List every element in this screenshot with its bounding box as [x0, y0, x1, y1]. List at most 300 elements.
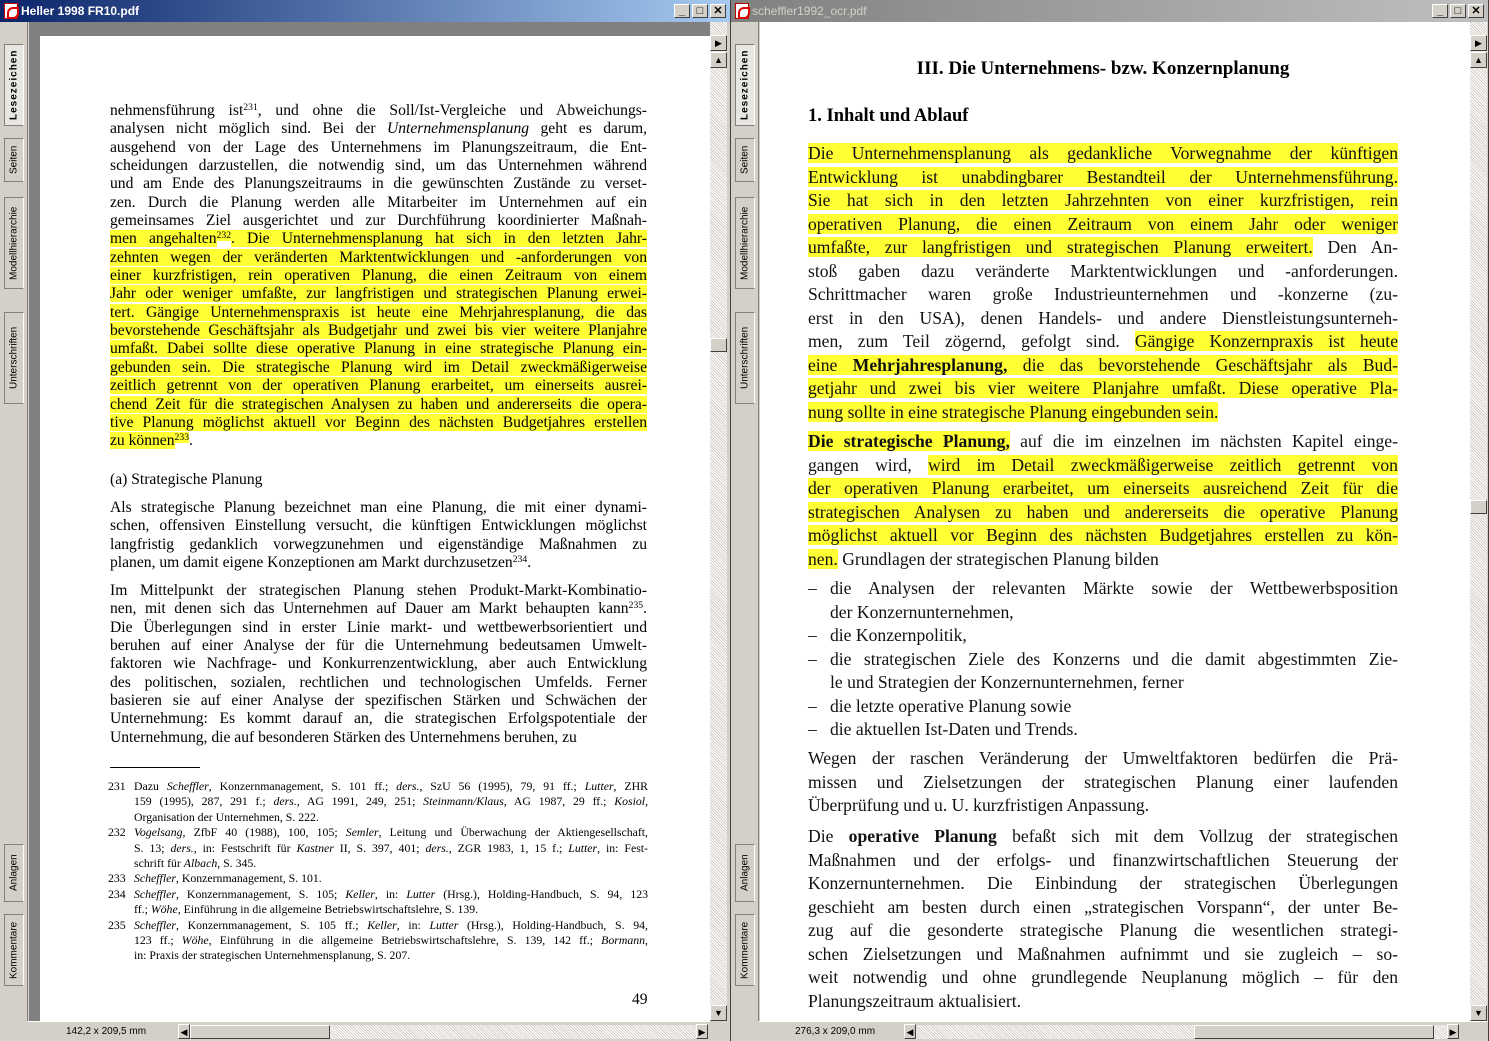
- highlighted-text: men angehalten: [110, 230, 217, 248]
- document-view[interactable]: [29, 22, 710, 1021]
- text-run: , ZfbF 40 (1988), 100, 105;: [182, 825, 346, 840]
- paragraph: [110, 499, 647, 572]
- text-line: [110, 692, 647, 710]
- text-run: Unternehmensplanung: [387, 120, 530, 138]
- text-line: [808, 401, 1398, 425]
- text-run: nen, mit denen sich das Unternehmen auf Dauer am Markt behaupten kann: [110, 600, 629, 618]
- text-line: [110, 249, 647, 267]
- text-line: [808, 477, 1398, 501]
- text-run: , Konzernmanagement, S. 101.: [175, 871, 322, 886]
- text-run: ders.: [273, 794, 297, 809]
- text-run: scheidungen darzustellen, die notwendig sind, um das Unternehmen während: [110, 157, 647, 175]
- minimize-icon: _: [1436, 5, 1444, 17]
- highlighted-text: wird im Detail zweckmäßigerweise zeitlich getrennt von: [928, 454, 1398, 475]
- text-line: [808, 142, 1398, 166]
- text-line: [808, 524, 1398, 548]
- text-run: Scheffler: [166, 779, 209, 793]
- text-run: Bormann: [601, 933, 646, 948]
- highlighted-text: möglichst aktuell vor Beginn des nächsten Budgetjahres erstellen zu kön-: [808, 525, 1398, 546]
- text-line: le und Strategien der Konzernunternehmen, ferner: [830, 672, 1184, 693]
- highlighted-text: umfaßte, zur langfristigen und strategischen Planung erweitert.: [808, 237, 1313, 258]
- paragraph: [808, 430, 1398, 571]
- text-line: [110, 619, 647, 637]
- text-run: stoß gaben dazu veränderte Marktentwicklungen und -anforderungen.: [808, 260, 1398, 281]
- highlighted-text: tive Planung möglichst aktuell vor Beginn des nächsten Budgetjahres erstellen: [110, 413, 647, 431]
- text-line: [134, 887, 648, 902]
- highlighted-text: Jahr oder weniger umfaßte, zur langfristigen und strategischen Planung erwei-: [110, 285, 647, 303]
- text-run: planen, um damit eigene Konzeptionen am Markt durchzusetzen: [110, 554, 513, 572]
- text-run: Wegen der raschen Veränderung der Umweltfaktoren bedürfen die Prä-: [808, 748, 1398, 768]
- text-run: Keller: [345, 886, 375, 901]
- footnote-number: 233: [108, 871, 126, 886]
- text-run: 123 ff.;: [134, 933, 182, 948]
- text-run: basieren sie auf einer Analyse der spezifischen Stärken und Schwächen der: [110, 692, 647, 710]
- text-run: , in:: [374, 886, 407, 901]
- title-bar[interactable]: [731, 0, 1488, 22]
- text-run: Als strategische Planung bezeichnet man eine Planung, die mit einer dynami-: [110, 499, 647, 516]
- text-run: gangen wird,: [808, 454, 929, 475]
- scroll-right-button[interactable]: ▶: [696, 1024, 708, 1039]
- text-line: [110, 230, 647, 248]
- text-line: [808, 166, 1398, 190]
- list-item: [808, 718, 1398, 742]
- text-line: [808, 330, 1398, 354]
- text-run: , AG 1991, 249, 251;: [296, 794, 424, 809]
- text-line: [808, 849, 1398, 873]
- highlighted-text: Gängige Konzernpraxis ist heute: [1134, 331, 1399, 352]
- text-line: [110, 102, 647, 120]
- text-line: [110, 729, 647, 747]
- text-run: faktoren wie Nachfrage- und Konkurrenzentwicklung, aber auch Entwicklung: [110, 655, 647, 673]
- text-line: [134, 918, 648, 933]
- page-size: 142,2 x 209,5 mm: [66, 1026, 147, 1037]
- highlighted-text: chend Zeit für die strategischen Analysen zu haben und andererseits die opera-: [110, 395, 647, 413]
- text-run: Planungszeitraum aktualisiert.: [808, 990, 1022, 1011]
- paragraph: [808, 825, 1398, 1013]
- scroll-thumb[interactable]: [1470, 500, 1487, 514]
- text-line: [808, 189, 1398, 213]
- text-run: zug auf die gesonderte strategische Planung die wesentlichen strategi-: [808, 920, 1398, 941]
- text-line: [808, 377, 1398, 401]
- text-run: 159 (1995), 287, 291 f.;: [134, 794, 274, 809]
- text-run: 231: [243, 102, 258, 113]
- section-title: 1. Inhalt und Ablauf: [808, 106, 969, 126]
- text-run: Albach: [183, 856, 218, 871]
- footnote: [108, 825, 648, 871]
- text-run: , SzU 56 (1995), 79, 91 ff.;: [419, 779, 585, 793]
- text-line: [110, 471, 647, 489]
- highlighted-text: bevorstehende Geschäftsjahr als Budgetjahr und zwei bis vier weitere Planjahre: [110, 322, 647, 340]
- text-line: [110, 212, 647, 230]
- text-run: ,: [645, 794, 649, 809]
- document-view[interactable]: [760, 22, 1470, 1021]
- text-line: [134, 871, 648, 886]
- tab-lesezeichen[interactable]: Lesezeichen: [4, 44, 24, 126]
- text-line: [134, 933, 648, 948]
- highlighted-text: zu können: [110, 432, 175, 450]
- highlighted-text: die das bevorstehende Geschäftsjahr als Bud-: [1007, 354, 1399, 375]
- status-bar: [759, 1021, 1488, 1041]
- text-run: auf die im einzelnen im nächsten Kapitel einge-: [1009, 431, 1398, 451]
- text-run: , ZHR: [613, 779, 649, 793]
- vertical-scrollbar[interactable]: [710, 22, 727, 1021]
- footnote-number: 234: [108, 886, 126, 901]
- status-bar: [28, 1021, 710, 1041]
- highlighted-text: Mehrjahresplanung,: [852, 354, 1008, 375]
- text-run: Vogelsang: [134, 825, 183, 840]
- text-run: zen. Durch die Planung werden alle Mitarbeiter im Unternehmen auf ein: [110, 193, 647, 211]
- text-run: geschieht am besten durch einen „strategischen Vorspann“, der unter Be-: [808, 896, 1398, 917]
- close-icon: ✕: [713, 5, 723, 17]
- text-line: die letzte operative Planung sowie: [830, 695, 1072, 716]
- paragraph: [808, 747, 1398, 818]
- text-run: Unternehmung, die auf besonderen Stärken des Unternehmens beruhen, zu: [110, 728, 577, 746]
- text-line: [808, 825, 1398, 849]
- text-line: der Konzernunternehmen,: [830, 601, 1014, 622]
- highlighted-text: der operativen Planung erarbeitet, um einerseits ausreichend Zeit für die: [808, 478, 1398, 499]
- text-run: Semler: [345, 825, 379, 840]
- highlighted-text: 233: [174, 432, 190, 444]
- text-run: Lutter: [568, 840, 598, 855]
- text-run: S. 13;: [134, 840, 171, 855]
- text-run: schrift für: [134, 856, 184, 871]
- text-line: [110, 414, 647, 432]
- horizontal-scrollbar[interactable]: [178, 1025, 708, 1039]
- pdf-window-right: [731, 0, 1489, 1041]
- vertical-scrollbar[interactable]: [1470, 22, 1487, 1021]
- text-line: [110, 175, 647, 193]
- bullet-list: [808, 577, 1398, 742]
- text-line: [134, 810, 648, 825]
- text-line: die Analysen der relevanten Märkte sowie der Wettbewerbsposition: [830, 578, 1398, 598]
- text-line: [110, 637, 647, 655]
- page-size: 276,3 x 209,0 mm: [795, 1026, 876, 1037]
- maximize-button[interactable]: [692, 4, 708, 18]
- list-item: [808, 648, 1398, 695]
- pdf-page: [40, 36, 710, 1021]
- text-line: die strategischen Ziele des Konzerns und die damit abgestimmten Zie-: [830, 648, 1398, 669]
- next-page-button[interactable]: ▶: [1470, 35, 1487, 51]
- text-line: [808, 548, 1398, 572]
- text-line: [110, 359, 647, 377]
- text-run: Lutter: [406, 886, 436, 901]
- text-run: ff.;: [134, 902, 151, 917]
- text-run: und am Ende des Planungszeitraums in die gewünschten Zustände zu verset-: [110, 175, 647, 193]
- text-line: [110, 655, 647, 673]
- highlighted-text: Sie hat sich in den letzten Jahrzehnten von einer kurzfristigen, rein: [808, 190, 1398, 211]
- text-run: , und ohne die Soll/Ist-Vergleiche und Abweichungs-: [257, 102, 647, 119]
- text-line: [134, 856, 648, 871]
- text-line: die aktuellen Ist-Daten und Trends.: [830, 719, 1078, 740]
- footnote: [108, 887, 648, 918]
- text-line: [134, 948, 648, 963]
- tab-anlagen[interactable]: Anlagen: [4, 844, 24, 902]
- highlighted-text: gebunden sein. Die strategische Planung wird im Detail zweckmäßigerweise: [110, 358, 647, 376]
- title-bar[interactable]: [0, 0, 730, 22]
- text-run: schen Zielsetzungen und Maßnahmen aufnimmt und sie zugleich – so-: [808, 943, 1398, 964]
- text-line: [110, 674, 647, 692]
- text-run: , S. 345.: [217, 856, 257, 871]
- text-run: operative Planung: [848, 826, 997, 846]
- text-line: [110, 499, 647, 517]
- text-run: (Hrsg.), Holding-Handbuch, S. 94,: [458, 917, 648, 932]
- highlighted-text: einer kurzfristigen, rein operativen Planung, die einen Zeitraum von einem: [110, 267, 647, 285]
- list-marker: –: [808, 648, 817, 669]
- text-line: [808, 943, 1398, 967]
- chapter-title: III. Die Unternehmens- bzw. Konzernplanung: [916, 58, 1290, 79]
- text-run: Überprüfung und u. U. kurzfristigen Anpassung.: [808, 795, 1150, 816]
- highlighted-text: getjahr und zwei bis vier weitere Planjahre umfaßt. Diese operative Pla-: [808, 378, 1398, 399]
- pdf-file-icon: [735, 3, 749, 19]
- text-run: , Konzernmanagement, S. 101 ff.;: [208, 779, 397, 793]
- text-line: [110, 710, 647, 728]
- paragraph: [808, 142, 1398, 425]
- text-line: [110, 432, 647, 450]
- text-line: [110, 194, 647, 212]
- text-line: [110, 322, 647, 340]
- highlighted-text: nen.: [808, 548, 838, 569]
- scroll-right-button[interactable]: ▶: [1447, 1024, 1459, 1039]
- text-run: in: Praxis der strategischen Unternehmensplanung, S. 207.: [134, 948, 411, 963]
- text-run: Organisation der Unternehmen, S. 222.: [134, 809, 319, 824]
- text-run: .: [643, 600, 647, 618]
- maximize-icon: □: [696, 5, 704, 17]
- text-run: schen, offensiven Einstellung versucht, die künftigen Entwicklungen möglichst: [110, 517, 647, 535]
- text-line: [808, 213, 1398, 237]
- text-line: [110, 267, 647, 285]
- text-run: , AG 1987, 29 ff.;: [503, 794, 615, 809]
- page-number: 49: [632, 991, 648, 1008]
- navigation-tabs: [0, 22, 28, 1021]
- text-run: , in: Festschrift für: [193, 840, 297, 855]
- h-scroll-thumb[interactable]: [1194, 1025, 1434, 1039]
- list-item: [808, 577, 1398, 624]
- tab-modellhierarchie[interactable]: Modellhierarchie: [4, 197, 24, 289]
- text-run: , Einführung in die allgemeine Betriebswirtschaftslehre, S. 139, 142 ff.;: [208, 933, 602, 948]
- text-line: [110, 139, 647, 157]
- minimize-icon: _: [678, 5, 686, 17]
- text-run: 235: [628, 600, 644, 612]
- scroll-down-button[interactable]: ▼: [1470, 1005, 1487, 1021]
- text-run: Die Überlegungen sind in erster Linie markt- und wettbewerbsorientiert und: [110, 618, 647, 636]
- text-line: [110, 157, 647, 175]
- tab-kommentare[interactable]: Kommentare: [735, 914, 755, 986]
- close-icon: ✕: [1471, 5, 1481, 17]
- text-run: ders.: [425, 840, 449, 855]
- paragraph: [110, 102, 647, 451]
- text-run: Konzernunternehmen. Die Einbindung der strategischen Überlegungen: [808, 873, 1398, 894]
- text-run: beruhen auf einer Analyse der für die Unternehmung bedeutsamen Umwelt-: [110, 637, 647, 655]
- highlighted-text: zehnten wegen der veränderten Marktentwicklungen und -anforderungen von: [110, 248, 647, 266]
- text-line: [808, 990, 1398, 1014]
- text-line: [110, 536, 647, 554]
- list-item: [808, 695, 1398, 719]
- tab-lesezeichen[interactable]: Lesezeichen: [735, 44, 755, 126]
- text-run: ausgehend von der Lage des Unternehmens im Planungszeitraum, die Ent-: [110, 138, 647, 156]
- text-run: Wöhe: [150, 902, 178, 917]
- text-run: Wöhe: [181, 933, 209, 948]
- text-run: gemeinsames Ziel ausgerichtet und zur Durchführung koordinierter Maßnah-: [110, 212, 647, 230]
- text-line: [110, 600, 647, 618]
- highlighted-text: operativen Planung, die einen Zeitraum von einem Jahr oder weniger: [808, 213, 1398, 234]
- pdf-file-icon: [4, 3, 18, 19]
- text-line: [808, 747, 1398, 771]
- text-run: ders.: [396, 779, 420, 793]
- text-run: weit notwendig und ohne grundlegende Neuplanung möglich – für den: [808, 967, 1398, 988]
- text-run: Grundlagen der strategischen Planung bilden: [837, 548, 1159, 569]
- text-line: [808, 771, 1398, 795]
- text-run: Unternehmung: Es kommt darauf an, die strategischen Erfolgspotentiale der: [110, 710, 647, 728]
- text-line: [808, 236, 1398, 260]
- text-line: [110, 120, 647, 138]
- text-run: (a) Strategische Planung: [110, 471, 263, 488]
- text-run: Kastner: [296, 840, 334, 855]
- text-run: Den An-: [1312, 237, 1398, 258]
- text-run: Steinmann/Klaus: [423, 794, 504, 809]
- text-line: [110, 285, 647, 303]
- text-line: [110, 396, 647, 414]
- text-line: [134, 902, 648, 917]
- text-run: Scheffler: [134, 871, 176, 886]
- highlighted-text: zeitlich getrennt von der operativen Planung erarbeitet, um einerseits ausrei-: [110, 377, 647, 395]
- text-line: [808, 872, 1398, 896]
- text-run: Scheffler: [134, 917, 176, 932]
- scroll-left-button[interactable]: ◀: [904, 1024, 916, 1039]
- scroll-down-button[interactable]: ▼: [710, 1005, 727, 1021]
- horizontal-scrollbar[interactable]: [904, 1025, 1459, 1039]
- tab-seiten[interactable]: Seiten: [735, 138, 755, 182]
- navigation-tabs: [731, 22, 759, 1021]
- list-marker: –: [808, 719, 817, 740]
- tab-modellhierarchie[interactable]: Modellhierarchie: [735, 197, 755, 289]
- text-line: [110, 304, 647, 322]
- text-line: [134, 779, 648, 794]
- text-run: 234: [512, 554, 528, 566]
- text-run: Schrittmacher waren große Industrieunternehmen und -konzerne (zu-: [808, 284, 1398, 305]
- maximize-icon: □: [1454, 5, 1462, 17]
- text-run: erst in den USA), denen Handels- und andere Dienstleistungsunterneh-: [808, 307, 1398, 328]
- text-run: Lutter: [584, 779, 614, 793]
- pdf-window-left: [0, 0, 731, 1041]
- text-run: Dazu: [134, 779, 167, 793]
- list-item: [808, 624, 1398, 648]
- text-run: , Konzernmanagement, S. 105;: [175, 886, 346, 901]
- footnote-number: 231: [108, 779, 126, 793]
- scroll-up-button[interactable]: ▲: [1470, 52, 1487, 68]
- text-run: analysen nicht möglich sind. Bei der: [110, 120, 387, 138]
- text-run: ,: [645, 933, 648, 948]
- list-marker: –: [808, 695, 817, 716]
- text-run: (Hrsg.), Holding-Handbuch, S. 94, 123: [435, 886, 649, 901]
- text-run: missen und Zielsetzungen der strategischen Planung einer laufenden: [808, 771, 1398, 792]
- text-line: [110, 517, 647, 535]
- tab-anlagen[interactable]: Anlagen: [735, 844, 755, 902]
- text-line: [110, 377, 647, 395]
- text-line: [134, 841, 648, 856]
- list-marker: –: [808, 625, 817, 646]
- tab-kommentare[interactable]: Kommentare: [4, 914, 24, 986]
- tab-unterschriften[interactable]: Unterschriften: [4, 312, 24, 404]
- text-line: die Konzernpolitik,: [830, 625, 967, 646]
- list-marker: –: [808, 578, 817, 598]
- text-run: Die: [808, 826, 849, 846]
- h-scroll-thumb[interactable]: [190, 1025, 330, 1039]
- highlighted-text: strategischen Analysen zu haben und andererseits die operative Planung: [808, 501, 1398, 522]
- text-line: [808, 307, 1398, 331]
- highlighted-text: Die strategische Planung,: [808, 431, 1010, 451]
- highlighted-text: nung sollte in eine strategische Planung eingebunden sein.: [808, 402, 1219, 423]
- text-line: [808, 501, 1398, 525]
- text-line: [808, 354, 1398, 378]
- text-run: befaßt sich mit dem Vollzug der strategischen: [996, 826, 1398, 846]
- scroll-left-button[interactable]: ◀: [178, 1024, 190, 1039]
- highlighted-text: tert. Gängige Unternehmenspraxis ist heute eine Mehrjahresplanung, die das: [110, 303, 647, 321]
- close-button[interactable]: [1468, 4, 1484, 18]
- text-line: [808, 454, 1398, 478]
- text-run: , Konzernmanagement, S. 105 ff.;: [175, 917, 368, 932]
- text-line: [110, 554, 647, 572]
- text-run: Im Mittelpunkt der strategischen Planung stehen Produkt-Markt-Kombinatio-: [110, 582, 647, 599]
- footnote: [108, 871, 648, 886]
- text-run: .: [527, 554, 532, 572]
- maximize-button[interactable]: [1450, 4, 1466, 18]
- scroll-thumb[interactable]: [710, 338, 727, 352]
- window-title: Heller 1998 FR10.pdf: [21, 4, 140, 18]
- text-run: Kosiol: [614, 794, 646, 809]
- minimize-button[interactable]: [674, 4, 690, 18]
- text-run: , Einführung in die allgemeine Betriebswirtschaftslehre, S. 139.: [177, 902, 479, 917]
- next-page-button[interactable]: ▶: [710, 35, 727, 51]
- text-run: Maßnahmen und der erfolgs- und finanzwirtschaftlichen Steuerung der: [808, 849, 1398, 870]
- scroll-up-button[interactable]: ▲: [710, 52, 727, 68]
- close-button[interactable]: [710, 4, 726, 18]
- text-run: des politischen, sozialen, rechtlichen und technologischen Umfelds. Ferner: [110, 673, 647, 691]
- tab-unterschriften[interactable]: Unterschriften: [735, 312, 755, 404]
- text-line: [808, 794, 1398, 818]
- text-line: [808, 896, 1398, 920]
- window-title: scheffler1992_ocr.pdf: [752, 4, 867, 18]
- paragraph: [110, 582, 647, 747]
- highlighted-text: Entwicklung ist unabdingbarer Bestandteil der Unternehmensführung.: [808, 166, 1398, 187]
- text-line: [808, 966, 1398, 990]
- highlighted-text: 232: [216, 230, 232, 242]
- text-run: , in:: [396, 917, 430, 932]
- text-run: Keller: [367, 917, 397, 932]
- footnote-separator: [110, 767, 200, 768]
- pdf-page: [760, 22, 1470, 1021]
- highlighted-text: Die Unternehmensplanung als gedankliche Vorwegnahme der künftigen: [808, 143, 1398, 163]
- footnote: [108, 918, 648, 964]
- text-run: , in: Fest-: [597, 840, 648, 855]
- text-line: [808, 260, 1398, 284]
- text-run: Scheffler: [134, 886, 176, 901]
- text-line: [134, 794, 648, 809]
- text-run: men, zum Teil zögernd, gefolgt sind.: [808, 331, 1135, 352]
- highlighted-text: . Die Unternehmensplanung hat sich in den letzten Jahr-: [231, 230, 647, 248]
- text-line: [808, 283, 1398, 307]
- text-line: [808, 919, 1398, 943]
- tab-seiten[interactable]: Seiten: [4, 138, 24, 182]
- text-run: langfristig gedanklich vorwegzunehmen und eigenständige Maßnahmen zu: [110, 535, 647, 553]
- text-line: [134, 825, 648, 840]
- text-run: Lutter: [429, 917, 459, 932]
- text-run: geht es darum,: [529, 120, 647, 138]
- text-run: ders.: [170, 840, 194, 855]
- minimize-button[interactable]: [1432, 4, 1448, 18]
- highlighted-text: eine: [808, 354, 853, 375]
- text-run: , Leitung und Überwachung der Aktiengesellschaft,: [378, 825, 648, 840]
- footnote-number: 235: [108, 917, 126, 932]
